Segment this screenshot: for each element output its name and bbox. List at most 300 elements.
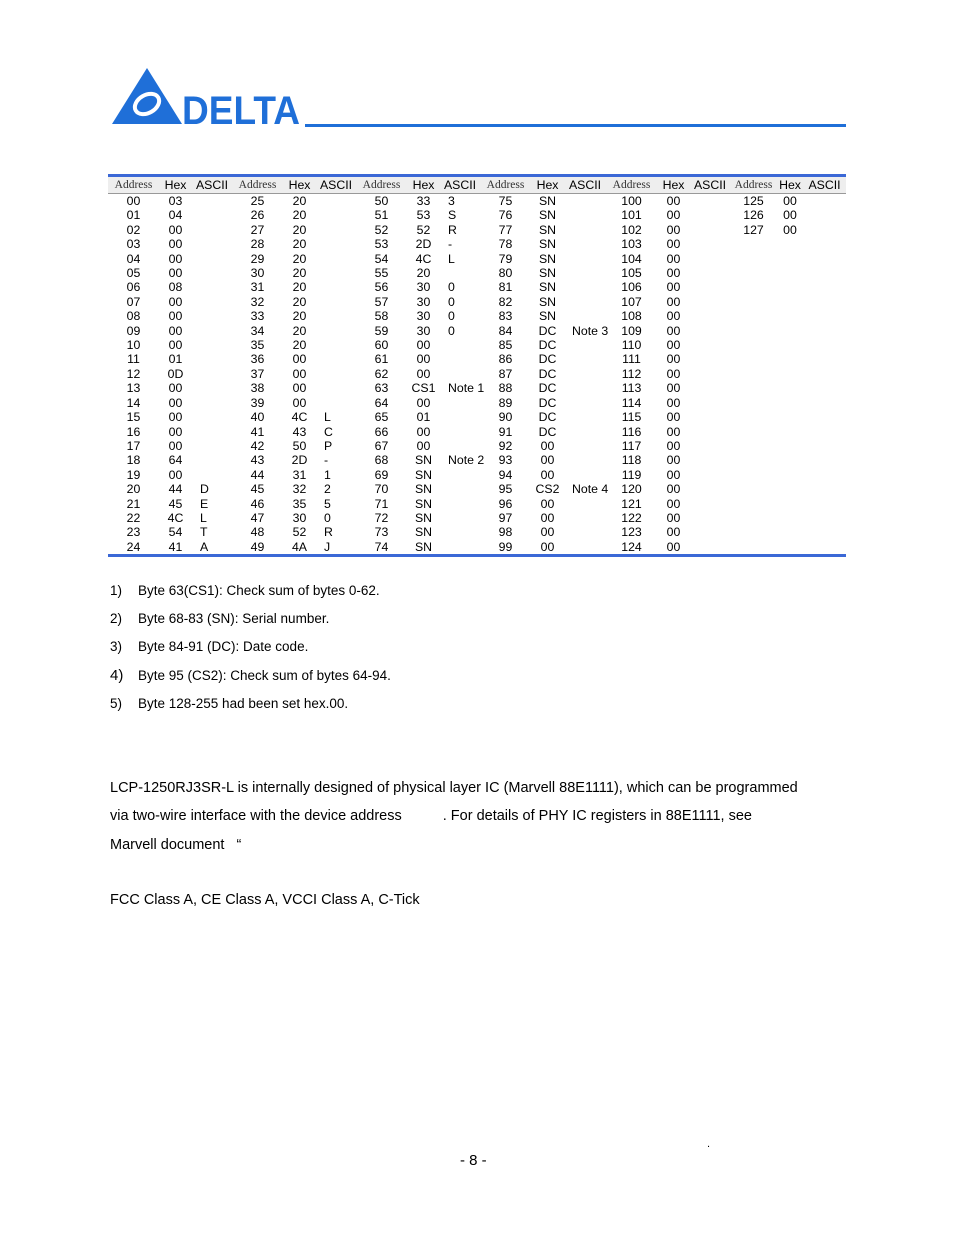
column-header: Hex [531, 176, 564, 194]
table-cell: 69 [374, 467, 389, 482]
table-cell: 93 [498, 453, 513, 468]
table-cell: R [324, 525, 333, 540]
table-cell [730, 309, 777, 323]
table-cell: SN [414, 467, 433, 482]
table-cell [690, 453, 730, 467]
table-cell: 104 [621, 251, 642, 266]
table-cell [730, 439, 777, 453]
page-number: - 8 - [460, 1152, 487, 1169]
table-cell: 00 [540, 496, 555, 511]
table-cell: Note 1 [448, 381, 485, 396]
table-cell: - [448, 237, 453, 252]
table-cell: 00 [416, 352, 431, 367]
table-cell: DC [538, 338, 557, 353]
table-cell [777, 309, 803, 323]
table-cell [730, 324, 777, 338]
table-cell: 122 [621, 510, 642, 525]
table-cell: 123 [621, 525, 642, 540]
table-cell [192, 295, 232, 309]
table-cell [777, 497, 803, 511]
table-cell [777, 252, 803, 266]
table-cell: T [200, 525, 208, 540]
table-cell [316, 252, 356, 266]
table-cell [690, 425, 730, 439]
table-cell [803, 497, 846, 511]
table-cell: 67 [374, 438, 389, 453]
table-cell [564, 252, 606, 266]
table-cell: 30 [416, 280, 431, 295]
column-header: Address [606, 176, 657, 194]
table-cell [316, 223, 356, 237]
table-cell [192, 280, 232, 294]
table-cell: 00 [666, 338, 681, 353]
table-cell: 05 [126, 266, 141, 281]
table-cell: 00 [168, 438, 183, 453]
table-cell: 97 [498, 510, 513, 525]
table-cell: 00 [666, 366, 681, 381]
table-cell [564, 223, 606, 237]
column-header: ASCII [690, 176, 730, 194]
table-cell: 73 [374, 525, 389, 540]
table-cell [803, 252, 846, 266]
table-cell: 66 [374, 424, 389, 439]
table-cell: 06 [126, 280, 141, 295]
table-cell: 124 [621, 539, 642, 554]
table-cell [803, 482, 846, 496]
table-cell: C [324, 424, 333, 439]
table-cell: 00 [168, 251, 183, 266]
table-cell [564, 309, 606, 323]
table-cell: L [324, 410, 331, 425]
table-cell: 31 [250, 280, 265, 295]
table-cell: 0 [448, 280, 455, 295]
table-cell: 00 [416, 366, 431, 381]
table-cell: 78 [498, 237, 513, 252]
table-cell [192, 453, 232, 467]
table-cell: 32 [250, 294, 265, 309]
table-cell: 26 [250, 208, 265, 223]
table-cell [690, 324, 730, 338]
table-cell: 0 [448, 323, 455, 338]
table-cell [777, 511, 803, 525]
table-cell [564, 338, 606, 352]
table-cell [803, 410, 846, 424]
table-cell: 105 [621, 266, 642, 281]
table-cell: 85 [498, 338, 513, 353]
table-cell [803, 352, 846, 366]
table-cell: 00 [168, 424, 183, 439]
table-cell: 109 [621, 323, 642, 338]
table-cell: 03 [126, 237, 141, 252]
table-cell: 14 [126, 395, 141, 410]
table-cell: 45 [168, 496, 183, 511]
table-cell [192, 381, 232, 395]
table-cell [564, 280, 606, 294]
table-cell: 52 [292, 525, 307, 540]
table-cell: 4A [291, 539, 308, 554]
table-cell: SN [538, 237, 557, 252]
table-cell [440, 410, 480, 424]
table-cell: Note 2 [448, 453, 485, 468]
table-row [108, 396, 846, 410]
column-header: ASCII [564, 176, 606, 194]
table-cell: 117 [621, 438, 642, 453]
table-cell: 20 [292, 251, 307, 266]
note-item: 5) Byte 128-255 had been set hex.00. [110, 695, 349, 711]
table-cell [564, 208, 606, 222]
compliance-text: FCC Class A, CE Class A, VCCI Class A, C-Tick [110, 892, 420, 908]
table-cell: 108 [621, 309, 642, 324]
table-cell: 00 [416, 338, 431, 353]
note-item: 2) Byte 68-83 (SN): Serial number. [110, 611, 330, 627]
table-cell: 38 [250, 381, 265, 396]
table-cell: 20 [292, 208, 307, 223]
table-cell: 30 [250, 266, 265, 281]
table-cell: 50 [374, 194, 389, 208]
table-cell [803, 266, 846, 280]
table-cell: 04 [126, 251, 141, 266]
table-cell [730, 338, 777, 352]
table-cell: 00 [666, 453, 681, 468]
table-cell: 63 [374, 381, 389, 396]
table-cell: 113 [621, 381, 642, 396]
table-cell: 00 [666, 208, 681, 223]
table-cell: 56 [374, 280, 389, 295]
table-cell: 24 [126, 539, 141, 554]
table-cell: 95 [498, 482, 513, 497]
table-cell: 00 [666, 352, 681, 367]
table-cell: 00 [666, 381, 681, 396]
column-header: Hex [407, 176, 440, 194]
column-header: ASCII [192, 176, 232, 194]
table-cell: 112 [621, 366, 642, 381]
table-cell: 87 [498, 366, 513, 381]
table-cell [564, 237, 606, 251]
table-cell: 99 [498, 539, 513, 554]
table-cell [316, 237, 356, 251]
table-cell: 106 [621, 280, 642, 295]
table-cell: 88 [498, 381, 513, 396]
table-body [108, 194, 846, 556]
table-cell: DC [538, 352, 557, 367]
table-cell: 58 [374, 309, 389, 324]
table-cell [690, 439, 730, 453]
table-cell [730, 396, 777, 410]
table-cell [777, 482, 803, 496]
table-cell [564, 497, 606, 511]
table-cell: 00 [666, 395, 681, 410]
table-cell [690, 266, 730, 280]
table-cell: 00 [540, 539, 555, 554]
table-cell: 92 [498, 438, 513, 453]
table-cell: 33 [250, 309, 265, 324]
table-cell: 00 [168, 266, 183, 281]
table-row [108, 309, 846, 323]
table-cell: D [200, 482, 209, 497]
table-cell [316, 396, 356, 410]
table-cell: SN [538, 208, 557, 223]
table-cell [564, 468, 606, 482]
table-cell [777, 324, 803, 338]
table-cell [777, 468, 803, 482]
table-cell: 20 [292, 222, 307, 237]
table-cell [690, 252, 730, 266]
table-row [108, 280, 846, 294]
table-cell [690, 280, 730, 294]
table-cell: 00 [666, 496, 681, 511]
table-cell: 82 [498, 294, 513, 309]
table-cell [316, 324, 356, 338]
table-cell [803, 324, 846, 338]
table-row [108, 367, 846, 381]
table-cell [777, 540, 803, 556]
table-cell: 20 [292, 266, 307, 281]
table-cell: 00 [416, 424, 431, 439]
table-cell: 47 [250, 510, 265, 525]
table-cell [730, 540, 777, 556]
table-cell: 00 [540, 510, 555, 525]
table-cell [316, 266, 356, 280]
table-cell: 30 [416, 294, 431, 309]
table-cell: 00 [168, 338, 183, 353]
table-cell: 28 [250, 237, 265, 252]
note-item: 4) Byte 95 (CS2): Check sum of bytes 64-94. [110, 666, 391, 684]
table-cell: CS1 [411, 381, 436, 396]
table-cell: SN [414, 496, 433, 511]
table-cell: 2D [291, 453, 308, 468]
table-cell: 12 [126, 366, 141, 381]
table-cell: 00 [666, 237, 681, 252]
table-cell: 22 [126, 510, 141, 525]
table-cell [777, 439, 803, 453]
table-cell [440, 525, 480, 539]
table-cell: 114 [621, 395, 642, 410]
table-cell [440, 266, 480, 280]
table-row [108, 425, 846, 439]
table-cell [777, 280, 803, 294]
table-cell [803, 237, 846, 251]
table-cell: - [324, 453, 329, 468]
table-cell: 52 [416, 222, 431, 237]
table-cell: 89 [498, 395, 513, 410]
table-cell: 00 [416, 438, 431, 453]
phy-paragraph-line3: Marvell document “ [110, 837, 242, 853]
table-cell: P [324, 438, 333, 453]
table-cell [564, 410, 606, 424]
table-cell [803, 367, 846, 381]
table-cell: 52 [374, 222, 389, 237]
table-cell: 107 [621, 294, 642, 309]
table-cell: 00 [783, 194, 797, 208]
column-header: ASCII [803, 176, 846, 194]
table-cell: 116 [621, 424, 642, 439]
table-cell: 20 [416, 266, 431, 281]
table-cell: 20 [126, 482, 141, 497]
note-item: 3) Byte 84-91 (DC): Date code. [110, 639, 309, 655]
table-cell: 37 [250, 366, 265, 381]
table-cell: 77 [498, 222, 513, 237]
table-cell [690, 525, 730, 539]
table-cell: 60 [374, 338, 389, 353]
footer-dot: . [707, 1138, 711, 1150]
table-cell: 44 [168, 482, 183, 497]
table-cell: 53 [416, 208, 431, 223]
table-cell [730, 280, 777, 294]
table-cell: 00 [168, 294, 183, 309]
table-cell: 33 [416, 194, 431, 208]
table-cell: 5 [324, 496, 331, 511]
table-cell: 118 [621, 453, 642, 468]
table-cell: 32 [292, 482, 307, 497]
table-cell: 43 [250, 453, 265, 468]
table-cell [690, 237, 730, 251]
table-row [108, 352, 846, 366]
table-row [108, 237, 846, 251]
table-cell: 00 [666, 251, 681, 266]
table-cell: 11 [127, 352, 140, 367]
table-cell [192, 396, 232, 410]
table-cell [777, 525, 803, 539]
table-cell: 20 [292, 338, 307, 353]
column-header: ASCII [440, 176, 480, 194]
table-cell: 61 [374, 352, 389, 367]
table-cell: 00 [666, 280, 681, 295]
table-cell [564, 525, 606, 539]
table-cell: 21 [126, 496, 141, 511]
table-cell [316, 352, 356, 366]
table-cell [777, 237, 803, 251]
table-cell [564, 425, 606, 439]
table-cell: 00 [666, 525, 681, 540]
table-cell: 00 [666, 323, 681, 338]
table-cell [803, 396, 846, 410]
table-cell: 30 [416, 323, 431, 338]
table-cell [192, 252, 232, 266]
table-cell [777, 295, 803, 309]
table-cell: 75 [498, 194, 513, 208]
table-cell [690, 367, 730, 381]
table-cell: SN [538, 294, 557, 309]
table-cell: 102 [621, 222, 642, 237]
table-cell [777, 352, 803, 366]
table-cell: 23 [126, 525, 141, 540]
table-cell [192, 338, 232, 352]
table-cell [564, 367, 606, 381]
table-cell: 00 [666, 294, 681, 309]
table-cell [803, 525, 846, 539]
table-cell: 79 [498, 251, 513, 266]
column-header: Hex [283, 176, 316, 194]
table-cell: 64 [374, 395, 389, 410]
table-cell: 29 [250, 251, 265, 266]
table-cell: 00 [292, 366, 307, 381]
table-cell [730, 352, 777, 366]
notes-list [110, 582, 391, 723]
table-cell: 01 [416, 410, 431, 425]
table-cell: 68 [374, 453, 389, 468]
table-cell: 41 [168, 539, 183, 554]
column-header: Hex [657, 176, 690, 194]
table-cell [690, 396, 730, 410]
table-cell: 15 [126, 410, 141, 425]
table-cell [316, 280, 356, 294]
table-cell [690, 295, 730, 309]
table-cell [730, 252, 777, 266]
table-cell [564, 540, 606, 556]
table-cell [690, 511, 730, 525]
table-cell: 20 [292, 309, 307, 324]
column-header: ASCII [316, 176, 356, 194]
table-cell [803, 439, 846, 453]
table-cell: 57 [374, 294, 389, 309]
table-cell [192, 324, 232, 338]
table-cell [564, 295, 606, 309]
table-cell: 96 [498, 496, 513, 511]
table-cell: Note 3 [572, 323, 609, 338]
table-cell: A [200, 539, 209, 554]
note-item: 1) Byte 63(CS1): Check sum of bytes 0-62. [110, 583, 380, 598]
table-cell: L [448, 251, 455, 266]
table-cell: 00 [666, 510, 681, 525]
table-cell: 91 [498, 424, 513, 439]
table-cell: 55 [374, 266, 389, 281]
table-cell [803, 381, 846, 395]
table-cell [777, 338, 803, 352]
table-cell [192, 266, 232, 280]
table-cell [803, 194, 846, 209]
table-cell [777, 425, 803, 439]
table-cell [690, 208, 730, 222]
table-row [108, 540, 846, 556]
table-header-row [108, 176, 846, 194]
table-cell [730, 511, 777, 525]
table-cell: 20 [292, 323, 307, 338]
table-cell: 120 [621, 482, 642, 497]
table-cell: 72 [374, 510, 389, 525]
table-row [108, 266, 846, 280]
table-cell [440, 338, 480, 352]
table-cell [440, 511, 480, 525]
table-cell [690, 482, 730, 496]
table-cell: 00 [168, 237, 183, 252]
table-cell: 00 [666, 410, 681, 425]
table-row [108, 525, 846, 539]
table-cell [564, 352, 606, 366]
table-cell [192, 425, 232, 439]
table-cell: 30 [292, 510, 307, 525]
table-cell [440, 439, 480, 453]
table-cell: SN [414, 525, 433, 540]
table-cell [192, 367, 232, 381]
table-cell: Note 4 [572, 482, 609, 497]
table-cell [192, 439, 232, 453]
column-header: Address [108, 176, 159, 194]
table-cell: 3 [448, 194, 455, 208]
table-cell [777, 396, 803, 410]
table-row [108, 497, 846, 511]
table-cell: 46 [250, 496, 265, 511]
table-cell: 09 [126, 323, 141, 338]
table-cell [803, 540, 846, 556]
table-cell: 80 [498, 266, 513, 281]
table-cell: 121 [621, 496, 642, 511]
table-cell: 16 [126, 424, 141, 439]
table-cell: 76 [498, 208, 513, 223]
table-cell: 50 [292, 438, 307, 453]
table-cell: 00 [416, 395, 431, 410]
table-cell [192, 410, 232, 424]
table-cell [192, 208, 232, 222]
